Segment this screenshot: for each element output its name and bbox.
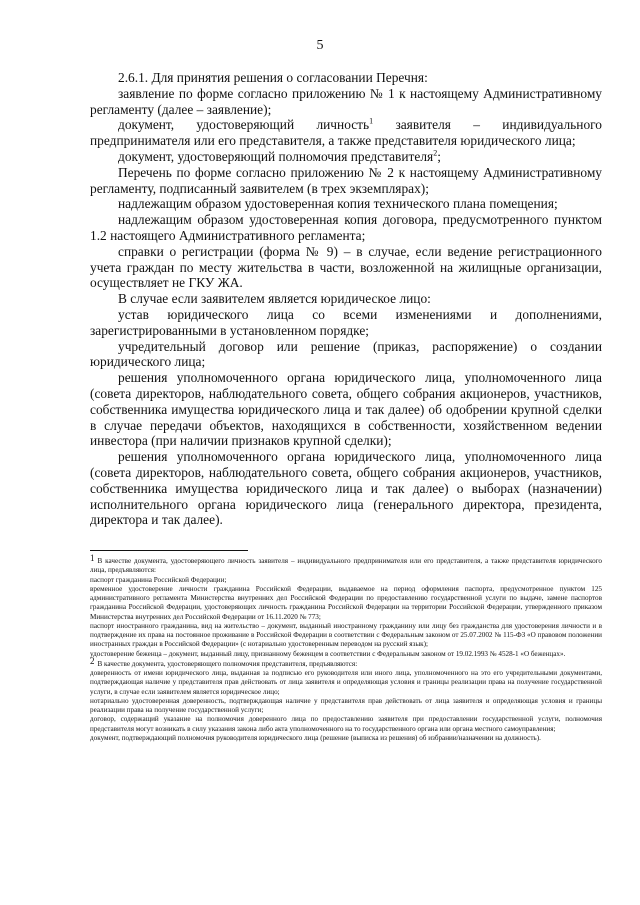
paragraph: решения уполномоченного органа юридического лица, уполномоченного лица (совета директоров, наблюдательного совета, общего собрания акционеров, участников, собственника имущества юридического лица и так далее) о выборах (назначении) исполнительного органа юридического лица (генерального директора, президента, директора и так далее). [90, 449, 602, 528]
paragraph-text: документ, удостоверяющий полномочия представителя [118, 148, 434, 164]
paragraph-text: ; [437, 148, 441, 164]
paragraph: надлежащим образом удостоверенная копия договора, предусмотренного пунктом 1.2 настоящего Административного регламента; [90, 212, 602, 243]
footnote-line: паспорт иностранного гражданина, вид на жительство – документ, выданный иностранному гражданину или лицу без гражданства для удостоверения личности и в подтверждение их права на постоянное проживание в Российской Федерации в соответствии с Федеральным законом от 25.07.2002 № 115-ФЗ «О правовом положении иностранных граждан в Российской Федерации» (с нотариально удостоверенным переводом на русский язык); [90, 621, 602, 649]
footnote-line: нотариально удостоверенная доверенность, подтверждающая наличие у представителя прав действовать от лица заявителя и определяющая условия и границы реализации права на получение государственной услуги; [90, 696, 602, 714]
footnote-line: паспорт гражданина Российской Федерации; [90, 575, 227, 584]
paragraph: заявление по форме согласно приложению № 1 к настоящему Административному регламенту (далее – заявление); [90, 85, 602, 117]
footnotes [90, 553, 602, 743]
footnote-line: документ, подтверждающий полномочия руководителя юридического лица (решение (выписка из решения) об избрании/назначении на должность). [90, 733, 541, 742]
paragraph-text: заявителя – индивидуального предпринимателя или его представителя, а также представителя юридического лица; [90, 117, 602, 149]
paragraph: 2.6.1. Для принятия решения о согласовании Перечня: [118, 70, 428, 85]
paragraph-with-footnote [90, 149, 602, 165]
paragraph: учредительный договор или решение (приказ, распоряжение) о создании юридического лица; [90, 338, 602, 370]
footnote-ref-1: 1 [369, 116, 374, 126]
paragraph-text: документ, удостоверяющий личность [118, 117, 370, 133]
footnote-number: 2 [90, 655, 95, 666]
paragraph-with-footnote [90, 117, 602, 149]
page-number: 5 [316, 38, 324, 53]
footnote-2-heading [90, 655, 602, 669]
footnote-1-heading [90, 553, 602, 576]
footnote-text: В качестве документа, удостоверяющего полномочия представителя, предъявляются: [97, 659, 358, 668]
footnote-text: В качестве документа, удостоверяющего личность заявителя – индивидуального предпринимателя или его представителя, а также представителя юридического лица, предъявляются: [90, 557, 602, 575]
footnote-line: доверенность от имени юридического лица, выданная за подписью его руководителя или иного лица, уполномоченного на это его учредительными документами, подтверждающая наличие у представителя прав действовать от лица заявителя и определяющая условия и границы реализации права на получение государственной услуги, в случае если заявителем является юридическое лицо; [90, 669, 602, 696]
main-text [90, 70, 602, 528]
footnote-separator [90, 550, 248, 551]
paragraph: В случае если заявителем является юридическое лицо: [118, 291, 431, 307]
paragraph: устав юридического лица со всеми изменениями и дополнениями, зарегистрированными в установленном порядке; [90, 306, 602, 338]
paragraph: справки о регистрации (форма № 9) – в случае, если ведение регистрационного учета граждан по месту жительства в части, возложенной на жилищные организации, осуществляет не ГКУ ЖА. [90, 243, 602, 291]
footnote-number: 1 [90, 553, 95, 563]
paragraph: Перечень по форме согласно приложению № 2 к настоящему Административному регламенту, подписанный заявителем (в трех экземплярах); [90, 164, 602, 196]
paragraph: решения уполномоченного органа юридического лица, уполномоченного лица (совета директоров, наблюдательного совета, общего собрания акционеров, участников, собственника имущества юридического лица и так далее) об одобрении крупной сделки в случае передачи объектов, находящихся в собственности, хозяйственном ведении инвестора (при наличии признаков крупной сделки); [90, 370, 602, 449]
footnote-ref-2: 2 [433, 148, 438, 158]
footnote-line: удостоверение беженца – документ, выданный лицу, признанному беженцем в соответствии с Федеральным законом от 19.02.1993 № 4528-1 «О беженцах». [90, 649, 566, 658]
footnote-line: договор, содержащий указание на полномочия доверенного лица по предоставлению заявителя при предоставлении государственной услуги, полномочия представителя могут возникать в силу указания закона либо акта уполномоченного на то государственного органа или органа местного самоуправления; [90, 715, 602, 733]
footnote-line: временное удостоверение личности гражданина Российской Федерации, выдаваемое на период оформления паспорта, предусмотренное пунктом 125 административного регламента Министерства внутренних дел Российской Федерации по предоставлению государственной услуги по выдаче, замене паспортов гражданина Российской Федерации, удостоверяющих личность гражданина Российской Федерации на территории Российской Федерации, утвержденного приказом Министерства внутренних дел Российской Федерации от 16.11.2020 № 773; [90, 584, 602, 621]
paragraph: надлежащим образом удостоверенная копия технического плана помещения; [118, 196, 558, 212]
